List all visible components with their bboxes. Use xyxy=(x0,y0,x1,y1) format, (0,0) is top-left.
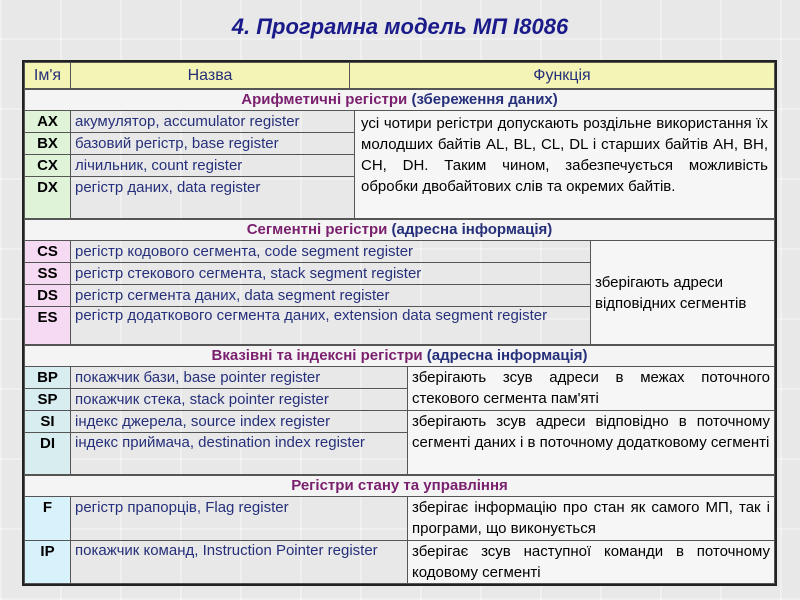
register-code: IP xyxy=(25,541,71,584)
register-name: лічильник, count register xyxy=(71,155,355,177)
register-function: зберігає зсув наступної команди в поточному кодовому сегменті xyxy=(408,541,775,584)
register-name: регістр прапорців, Flag register xyxy=(71,497,408,541)
register-name: регістр стекового сегмента, stack segment register xyxy=(71,263,591,285)
section-segment xyxy=(24,219,775,345)
register-function: зберігають зсув адреси в межах поточного стекового сегмента пам'яті xyxy=(408,367,775,411)
table-row xyxy=(25,111,775,133)
register-name: індекс джерела, source index register xyxy=(71,411,408,433)
register-name: регістр кодового сегмента, code segment register xyxy=(71,241,591,263)
register-code: CX xyxy=(25,155,71,177)
section-pointer-index xyxy=(24,345,775,475)
section-header: Вказівні та індексні регістри (адресна інформація) xyxy=(25,346,775,367)
section-status-control xyxy=(24,475,775,584)
table-row xyxy=(25,541,775,584)
section-arithmetic xyxy=(24,89,775,219)
register-code: BP xyxy=(25,367,71,389)
register-name: акумулятор, accumulator register xyxy=(71,111,355,133)
header-name: Ім'я xyxy=(25,63,71,89)
register-code: F xyxy=(25,497,71,541)
register-code: DS xyxy=(25,285,71,307)
register-name: покажчик стека, stack pointer register xyxy=(71,389,408,411)
register-code: ES xyxy=(25,307,71,345)
table-row xyxy=(25,497,775,541)
register-name: регістр даних, data register xyxy=(71,177,355,219)
register-name: індекс приймача, destination index register xyxy=(71,433,408,475)
register-name: покажчик команд, Instruction Pointer register xyxy=(71,541,408,584)
register-name: базовий регістр, base register xyxy=(71,133,355,155)
register-name: покажчик бази, base pointer register xyxy=(71,367,408,389)
register-function: усі чотири регістри допускають роздільне використання їх молодших байтів AL, BL, CL, DL і старших байтів AH, BH, CH, DH. Таким чином, забезпечується можливість обробки двобайтових слів та окремих байтів. xyxy=(355,111,775,219)
header-title: Назва xyxy=(71,63,350,89)
table-row xyxy=(25,411,775,433)
register-table xyxy=(22,60,777,586)
table-header xyxy=(24,62,775,89)
register-name: регістр сегмента даних, data segment register xyxy=(71,285,591,307)
register-code: BX xyxy=(25,133,71,155)
register-code: SI xyxy=(25,411,71,433)
register-function: зберігають зсув адреси відповідно в поточному сегменті даних і в поточному додатковому сегменті xyxy=(408,411,775,475)
register-code: CS xyxy=(25,241,71,263)
register-code: DX xyxy=(25,177,71,219)
section-header: Регістри стану та управління xyxy=(25,476,775,497)
section-header: Сегментні регістри (адресна інформація) xyxy=(25,220,775,241)
section-header: Арифметичні регістри (збереження даних) xyxy=(25,90,775,111)
register-code: SP xyxy=(25,389,71,411)
register-name: регістр додаткового сегмента даних, extension data segment register xyxy=(71,307,591,345)
header-function: Функція xyxy=(350,63,775,89)
register-code: DI xyxy=(25,433,71,475)
register-code: SS xyxy=(25,263,71,285)
register-function: зберігають адреси відповідних сегментів xyxy=(591,241,775,345)
register-function: зберігає інформацію про стан як самого МП, так і програми, що виконується xyxy=(408,497,775,541)
table-row xyxy=(25,367,775,389)
slide-title: 4. Програмна модель МП I8086 xyxy=(231,14,569,39)
register-code: AX xyxy=(25,111,71,133)
table-row xyxy=(25,241,775,263)
